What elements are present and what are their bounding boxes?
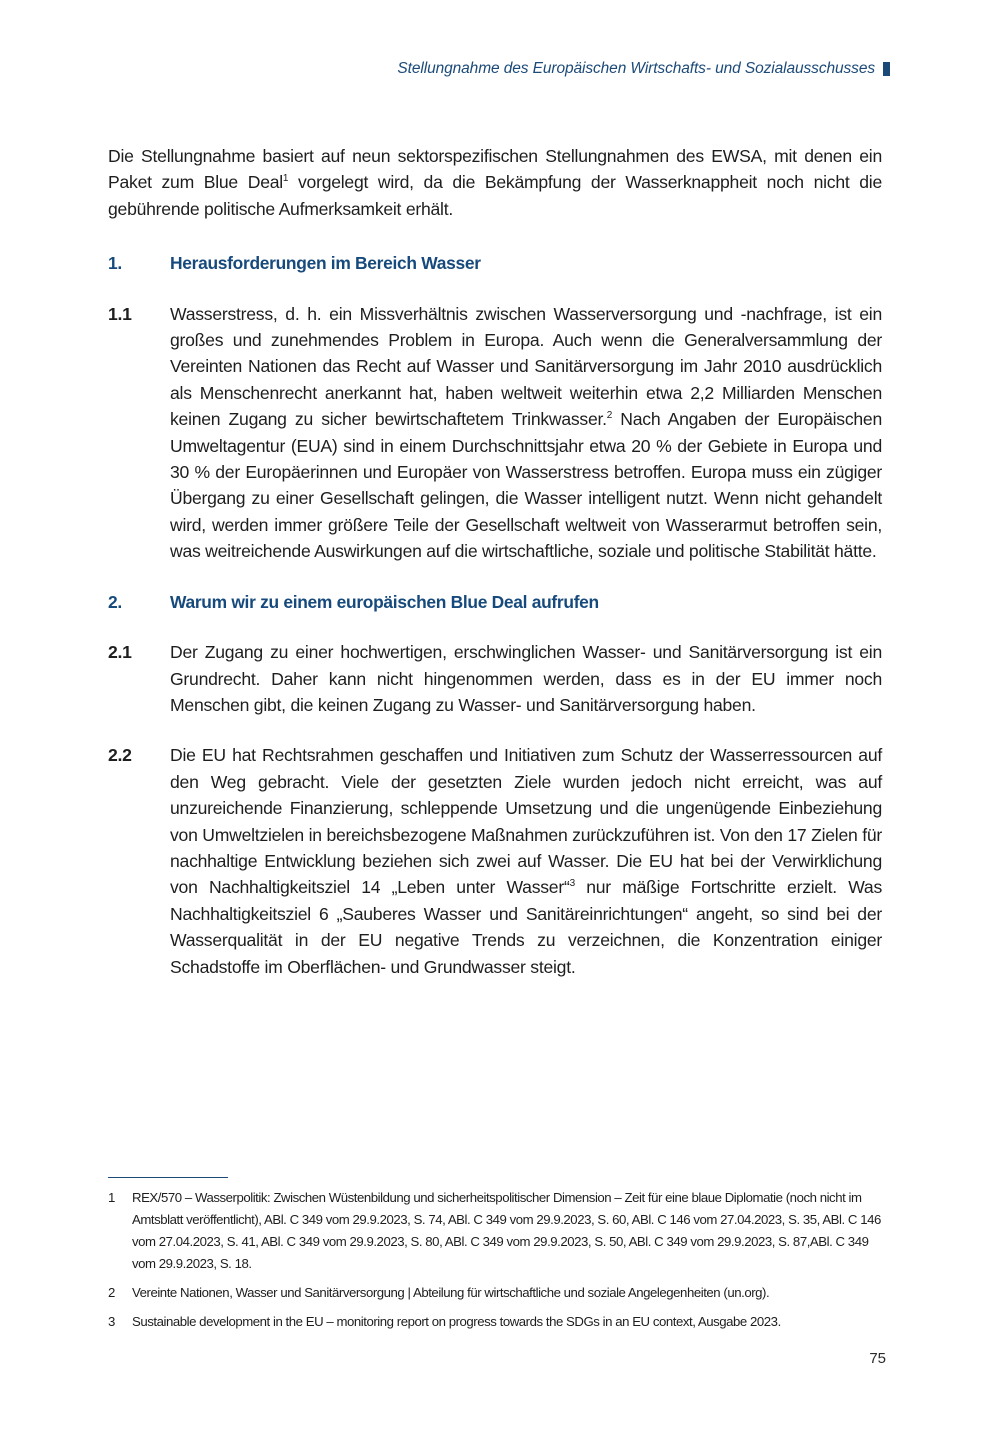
paragraph-text-part: Nach Angaben der Europäischen Umweltagentur (EUA) sind in einem Durchschnittsjahr etwa 20 % der Gebiete in Europa und 30 % der Europäerinnen und Europäer von Wasserstress betroffen. Europa muss ein zügiger Übergang zu einer Gesellschaft gelingen, die Wasser intelligent nutzt. Wenn nicht gehandelt wird, werden immer größere Teile der Gesellschaft weltweit von Wasserarmut betroffen sein, was weitreichende Auswirkungen auf die wirtschaftliche, soziale und politische Stabilität hätte. xyxy=(170,409,882,562)
paragraph-text-part: nur mäßige Fortschritte erzielt. Was Nachhaltigkeitsziel 6 „Sauberes Wasser und Sanitäreinrichtungen“ angeht, so sind bei der Wasserqualität in der EU negative Trends zu verzeichnen, die Konzentration einiger Schadstoffe im Oberflächen- und Grundwasser steigt. xyxy=(170,877,882,977)
paragraph-number: 2.1 xyxy=(108,642,132,663)
page-number: 75 xyxy=(869,1350,886,1367)
section-heading-2 xyxy=(108,589,882,615)
paragraph-text xyxy=(170,301,882,565)
paragraph-2-2 xyxy=(108,742,882,980)
footnote-2 xyxy=(108,1282,888,1304)
footnote-divider xyxy=(108,1177,228,1178)
footnote-3 xyxy=(108,1311,888,1333)
section-number: 1. xyxy=(108,253,122,274)
footnote-number: 2 xyxy=(108,1285,115,1300)
footnote-number: 1 xyxy=(108,1190,115,1205)
intro-paragraph xyxy=(108,143,882,222)
footnote-ref-1[interactable]: 1 xyxy=(282,173,289,185)
footnotes xyxy=(108,1187,888,1340)
intro-text: Die Stellungnahme basiert auf neun sektorspezifischen Stellungnahmen des EWSA, mit denen ein Paket zum Blue Deal xyxy=(108,146,882,193)
header-marker-block xyxy=(883,62,890,76)
intro-text-cont: vorgelegt wird, da die Bekämpfung der Wasserknappheit noch nicht die gebührende politische Aufmerksamkeit erhält. xyxy=(108,172,882,219)
footnote-1 xyxy=(108,1187,888,1275)
section-number: 2. xyxy=(108,591,122,612)
footnote-number: 3 xyxy=(108,1314,115,1329)
section-title: Herausforderungen im Bereich Wasser xyxy=(170,253,481,274)
paragraph-text-part: Wasserstress, d. h. ein Missverhältnis zwischen Wasserversorgung und -nachfrage, ist ein großes und zunehmendes Problem in Europa. Auch wenn die Generalversammlung der Vereinten Nationen das Recht auf Wasser und Sanitärversorgung im Jahr 2010 ausdrücklich als Menschenrecht anerkannt hat, haben weltweit weiterhin etwa 2,2 Milliarden Menschen keinen Zugang zu sicher bewirtschaftetem Trinkwasser. xyxy=(170,303,882,430)
footnote-ref-2[interactable]: 2 xyxy=(606,410,613,422)
paragraph-number: 2.2 xyxy=(108,745,132,766)
paragraph-number: 1.1 xyxy=(108,303,132,324)
section-heading-1 xyxy=(108,250,882,276)
running-header-title: Stellungnahme des Europäischen Wirtschafts- und Sozialausschusses xyxy=(397,60,875,77)
paragraph-2-1 xyxy=(108,639,882,718)
paragraph-1-1 xyxy=(108,301,882,565)
footnote-text: Sustainable development in the EU – monitoring report on progress towards the SDGs in an EU context, Ausgabe 2023. xyxy=(132,1314,781,1329)
main-content xyxy=(108,143,882,1004)
running-header xyxy=(397,60,890,78)
paragraph-text: Der Zugang zu einer hochwertigen, erschwinglichen Wasser- und Sanitärversorgung ist ein Grundrecht. Daher kann nicht hingenommen werden, dass es in der EU immer noch Menschen gibt, die keinen Zugang zu Wasser- und Sanitärversorgung haben. xyxy=(170,642,882,715)
footnote-text: Vereinte Nationen, Wasser und Sanitärversorgung | Abteilung für wirtschaftliche und soziale Angelegenheiten (un.org). xyxy=(132,1285,770,1300)
paragraph-text-part: Die EU hat Rechtsrahmen geschaffen und Initiativen zum Schutz der Wasserressourcen auf den Weg gebracht. Viele der gesetzten Ziele wurden jedoch nicht erreicht, was auf unzureichende Finanzierung, schleppende Umsetzung und die ungenügende Einbeziehung von Umweltzielen in bereichsbezogene Maßnahmen zurückzuführen ist. Von den 17 Zielen für nachhaltige Entwicklung beziehen sich zwei auf Wasser. Die EU hat bei der Verwirklichung von Nachhaltigkeitsziel 14 „Leben unter Wasser“ xyxy=(170,745,882,898)
footnote-text: REX/570 – Wasserpolitik: Zwischen Wüstenbildung und sicherheitspolitischer Dimension – Zeit für eine blaue Diplomatie (noch nicht im Amtsblatt veröffentlicht), ABl. C 349 vom 29.9.2023, S. 74, ABl. C 349 vom 29.9.2023, S. 60, ABl. C 146 vom 27.04.2023, S. 35, ABl. C 146 vom 27.04.2023, S. 41, ABl. C 349 vom 29.9.2023, S. 80, ABl. C 349 vom 29.9.2023, S. 50, ABl. C 349 vom 29.9.2023, S. 87,ABl. C 349 vom 29.9.2023, S. 18. xyxy=(132,1190,881,1271)
section-title: Warum wir zu einem europäischen Blue Deal aufrufen xyxy=(170,591,599,612)
footnote-ref-3[interactable]: 3 xyxy=(569,878,575,890)
paragraph-text xyxy=(170,742,882,980)
